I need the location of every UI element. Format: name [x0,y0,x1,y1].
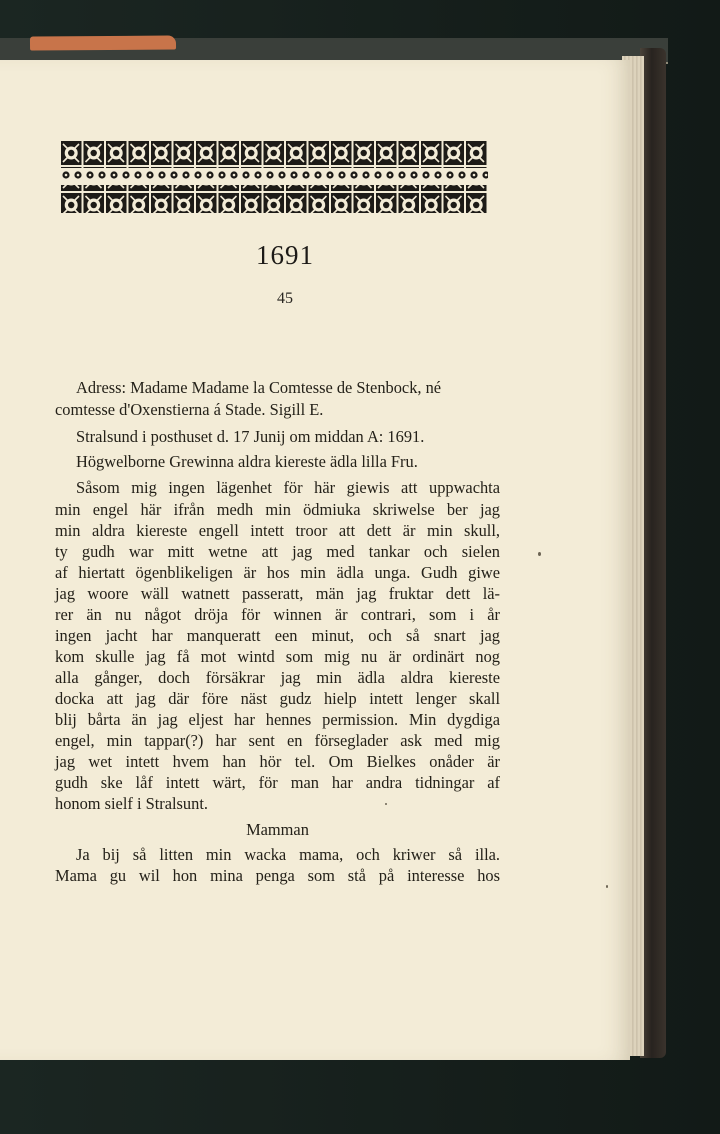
postscript-line: Mama gu wil hon mina penga som stå på interesse hos [55,866,500,885]
bookmark-ribbon [30,35,176,50]
body-line: alla gånger, doch försäkrar jag min ädla aldra kiereste [55,668,500,687]
address-line-2: comtesse d'Oxenstierna á Stade. Sigill E. [55,400,324,419]
letter-number: 45 [277,290,293,307]
body-line: engel, min tappar(?) har sent en förseglader ask med mig [55,731,500,750]
salutation: Högwelborne Grewinna aldra kiereste ädla lilla Fru. [76,452,418,471]
body-line: ingen jacht har manqueratt een minut, och så snart jag [55,626,500,645]
body-line: honom sielf i Stralsunt. [55,794,208,813]
dateline: Stralsund i posthuset d. 17 Junij om middan A: 1691. [76,427,425,446]
decorative-header-ornament [60,140,488,216]
body-line: rer än nu något dröja för winnen är contrari, som i år [55,605,500,624]
paper-speck [385,803,387,805]
body-line: Såsom mig ingen lägenhet för här giewis att uppwachta [76,478,500,497]
signature-heading: Mamman [246,820,309,839]
postscript-line: Ja bij så litten min wacka mama, och kriwer så illa. [76,845,500,864]
body-line: gudh ske låf intett wärt, för man har andra tidningar af [55,773,500,792]
paper-speck [538,552,541,556]
year-heading: 1691 [256,240,314,270]
body-line: af hiertatt ögenblikeligen är hos min ädla unga. Gudh giwe [55,563,500,582]
body-line: jag woore wäll watnett passeratt, män jag fruktar dett lä- [55,584,500,603]
body-line: docka att jag där före näst gudz hielp intett lenger skall [55,689,500,708]
address-line-1: Adress: Madame Madame la Comtesse de Stenbock, né [76,378,442,397]
body-line: kom skulle jag få mot wintd som mig nu är ordinärt nog [55,647,500,666]
paper-speck [606,885,608,888]
body-line: jag wet intett hvem han hör tel. Om Bielkes onåder är [55,752,500,771]
body-line: min engel här ifrån medh min ödmiuka skriwelse ber jag [55,500,500,519]
body-line: blij bårta än jag eljest har hennes permission. Min dygdiga [55,710,500,729]
body-line: min aldra kiereste engell intett troor att dett är min skull, [55,521,500,540]
body-line: ty gudh war mitt wetne att jag med tankar och sielen [55,542,500,561]
